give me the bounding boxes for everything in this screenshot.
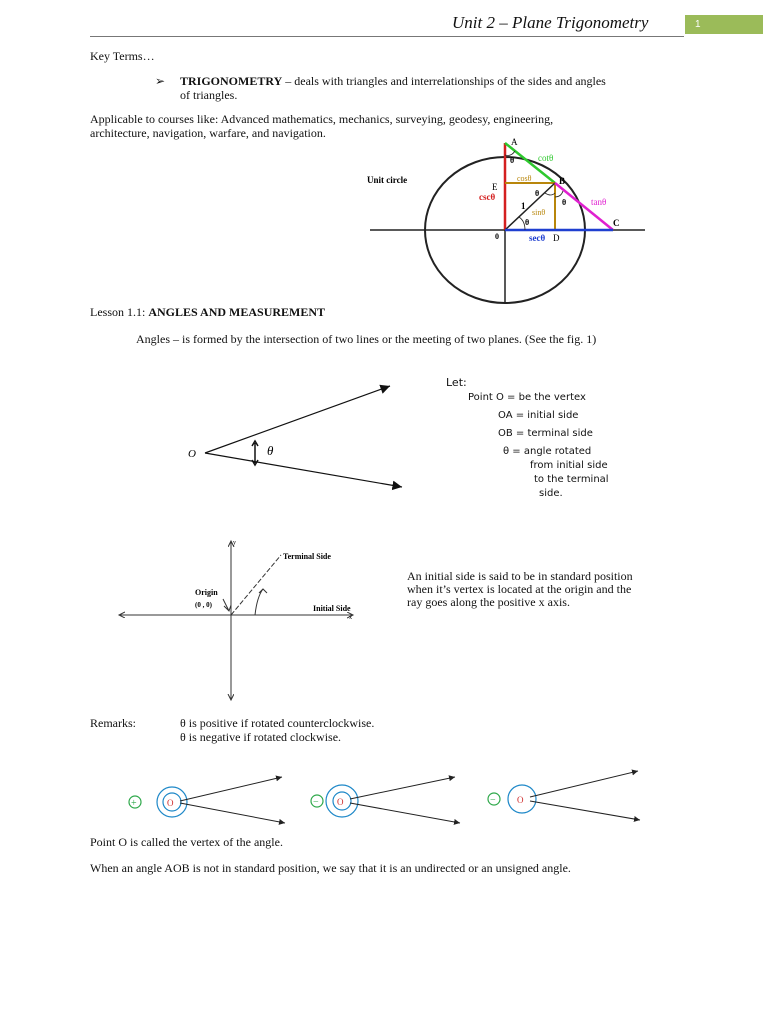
theta-at-B2: θ <box>562 198 567 207</box>
lesson-title: ANGLES AND MEASUREMENT <box>148 305 326 319</box>
figure1-angle <box>180 375 420 500</box>
notes-line-5: from initial side <box>530 460 608 471</box>
origin-coordinates: (0 , 0) <box>195 601 212 609</box>
header-rule <box>90 36 684 37</box>
vertex-O-1: O <box>167 798 174 808</box>
term-trigonometry: TRIGONOMETRY <box>180 74 283 88</box>
figure1-theta: θ <box>267 443 274 458</box>
vertex-O-label: O <box>188 448 196 460</box>
standard-position-diagram <box>113 535 375 710</box>
terminal-side-label: Terminal Side <box>283 552 331 561</box>
applicable-line-2: architecture, navigation, warfare, and navigation. <box>90 126 326 140</box>
remark-negative: θ is negative if rotated clockwise. <box>180 730 342 744</box>
undirected-sentence: When an angle AOB is not in standard position, we say that it is an undirected or an unsigned angle. <box>90 861 571 875</box>
definition-line-2: of triangles. <box>180 88 238 102</box>
header-title: Unit 2 – Plane Trigonometry <box>452 13 649 32</box>
sign-negative-2: − <box>490 795 496 806</box>
label-origin: 0 <box>495 232 499 241</box>
notes-line-7: side. <box>539 488 563 499</box>
label-D: D <box>553 233 560 243</box>
radius-segment <box>505 183 555 230</box>
angles-definition: Angles – is formed by the intersection of two lines or the meeting of two planes. (See the fig. 1) <box>136 332 597 346</box>
vertex-O-3: O <box>517 795 524 805</box>
label-csc: cscθ <box>479 192 496 202</box>
initial-ray <box>205 453 402 487</box>
key-terms-heading: Key Terms… <box>90 49 155 63</box>
unit-circle-caption: Unit circle <box>367 175 408 185</box>
vertex-O-2: O <box>337 797 344 807</box>
bullet-arrow-icon: ➢ <box>155 74 166 88</box>
description-line-3: ray goes along the positive x axis. <box>407 595 570 609</box>
label-sec: secθ <box>529 233 546 243</box>
notes-line-6: to the terminal <box>534 474 609 485</box>
rotation-examples <box>120 765 650 825</box>
trigonometry-definition <box>180 74 700 89</box>
definition-line-1: – deals with triangles and interrelationships of the sides and angles <box>282 74 606 88</box>
label-C: C <box>613 218 620 228</box>
rotation-figure-positive <box>129 777 285 823</box>
notes-line-2: OA = initial side <box>498 410 579 421</box>
lesson-prefix: Lesson 1.1: <box>90 305 149 319</box>
origin-label: Origin <box>195 588 218 597</box>
angle-arrow <box>252 441 258 465</box>
notes-line-3: OB = terminal side <box>498 428 593 439</box>
rotation-arrow <box>255 589 267 615</box>
description-line-1: An initial side is said to be in standard position <box>407 569 633 583</box>
label-B: B <box>559 176 566 186</box>
terminal-ray <box>205 386 390 453</box>
theta-at-B: θ <box>535 189 540 198</box>
vertex-sentence: Point O is called the vertex of the angle. <box>90 835 283 849</box>
standard-position-description <box>407 570 633 609</box>
sign-positive: + <box>131 798 137 809</box>
rotation-figure-negative <box>311 777 460 823</box>
initial-side-label: Initial Side <box>313 604 351 613</box>
label-A: A <box>511 137 518 147</box>
label-cos: cosθ <box>517 174 532 183</box>
unit-circle-diagram <box>365 135 655 305</box>
remarks-label: Remarks: <box>90 716 136 730</box>
applicable-line-1: Applicable to courses like: Advanced mathematics, mechanics, surveying, geodesy, engineering, <box>90 112 554 126</box>
notes-line-4: θ = angle rotated <box>503 446 592 457</box>
label-sin: sinθ <box>532 208 546 217</box>
label-cot: cotθ <box>538 153 554 163</box>
notes-let: Let: <box>446 376 467 389</box>
sign-negative-1: − <box>313 797 319 808</box>
notes-line-1: Point O = be the vertex <box>468 392 586 403</box>
lesson-heading <box>90 305 325 320</box>
rotation-figure-undirected <box>488 771 640 820</box>
label-one: 1 <box>521 201 526 211</box>
theta-at-A: θ <box>510 156 515 165</box>
theta-at-O: θ <box>525 218 530 227</box>
x-axis-label: x <box>349 615 352 621</box>
remark-positive: θ is positive if rotated counterclockwise. <box>180 716 375 730</box>
y-axis-label: y <box>233 540 236 546</box>
label-tan: tanθ <box>591 197 607 207</box>
description-line-2: when it’s vertex is located at the origin and the <box>407 582 632 596</box>
page-number-badge: 1 <box>685 15 763 34</box>
label-E: E <box>492 182 498 192</box>
